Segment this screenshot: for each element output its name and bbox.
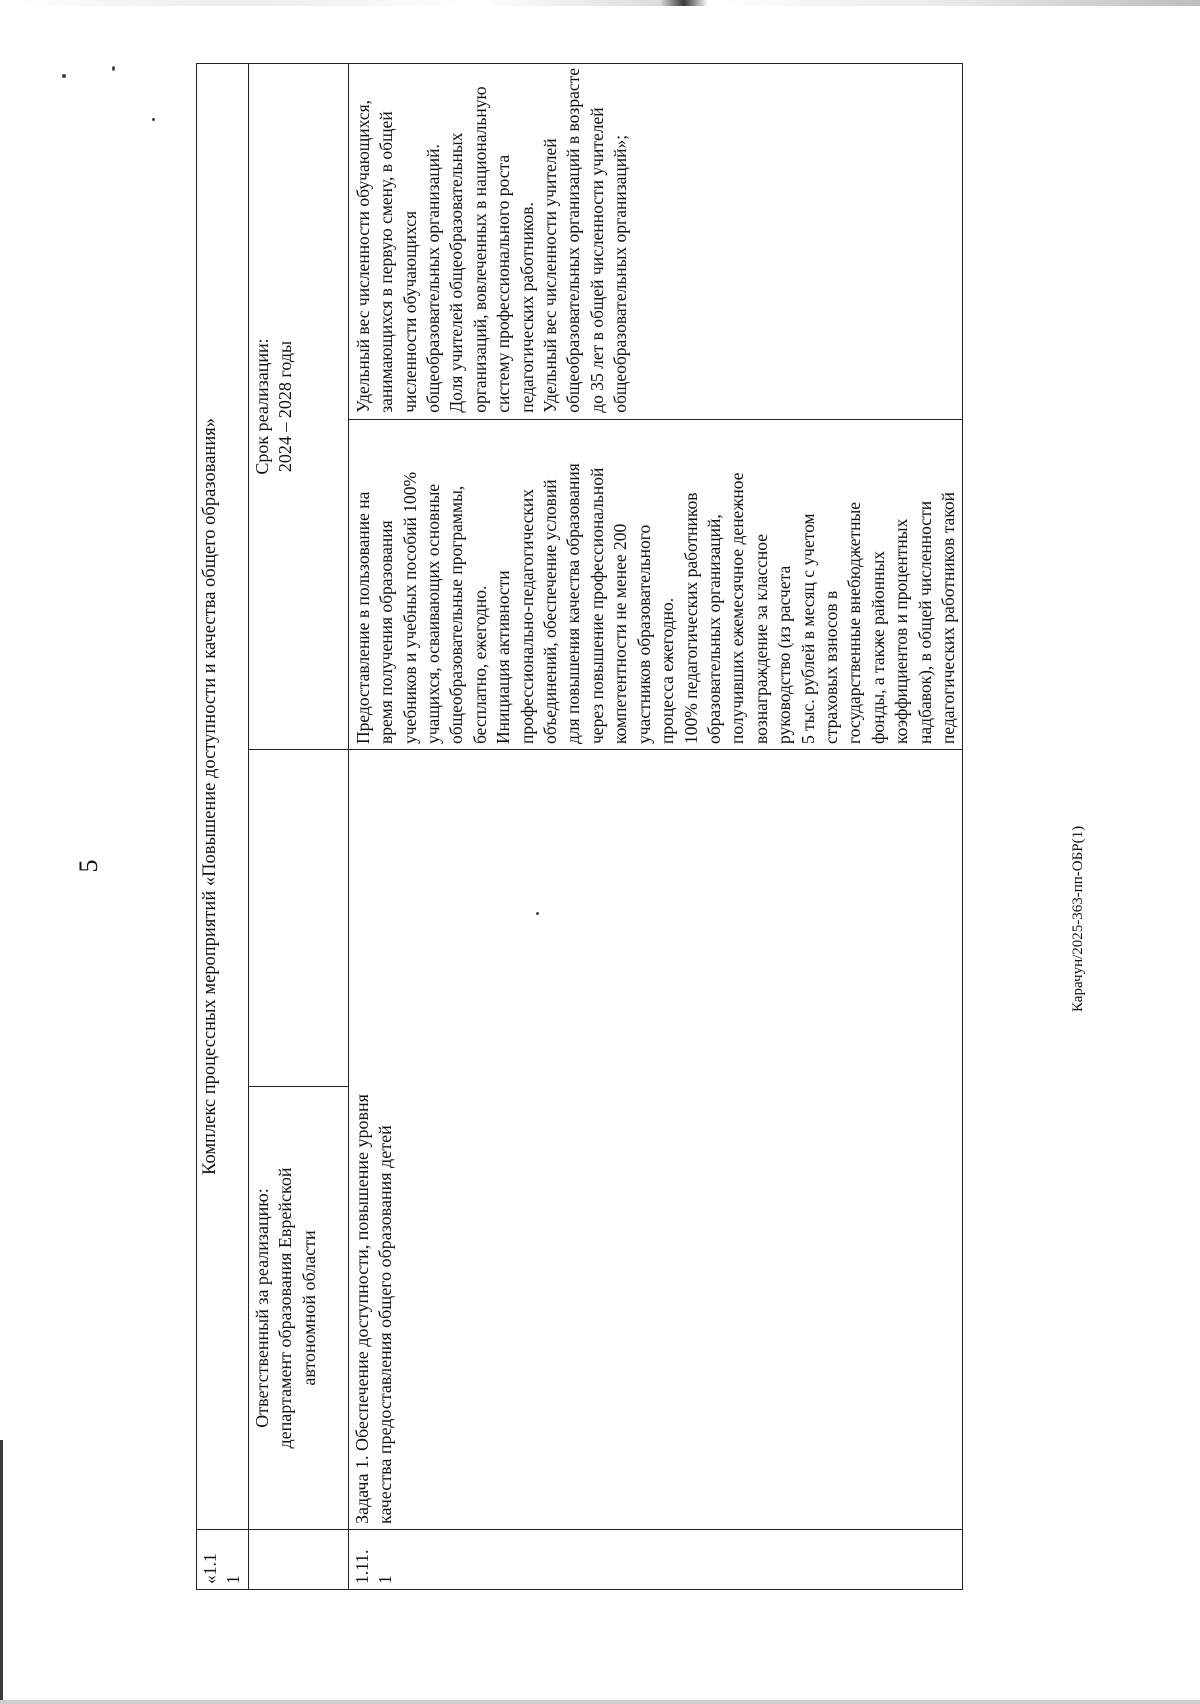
scan-edge-top <box>0 0 1200 6</box>
results-line: 5 тыс. рублей в месяц с учетом <box>797 513 818 744</box>
term-cell <box>248 63 348 749</box>
task-row <box>348 63 963 1589</box>
results-line: вознаграждение за классное <box>750 534 771 744</box>
indicator-line: численности обучающихся <box>399 211 420 413</box>
results-line: процесса ежегодно. <box>657 597 678 744</box>
responsible-line: департамент образования Еврейской <box>275 1167 296 1449</box>
scan-speck <box>152 118 155 121</box>
empty-header-cell <box>248 750 348 1087</box>
results-line: компетентности не менее 200 <box>610 523 631 744</box>
results-line: учебников и учебных пособий 100% <box>399 471 420 744</box>
program-table <box>196 63 963 1590</box>
results-line: надбавок), в общей численности <box>914 500 935 744</box>
responsible-line: Ответственный за реализацию: <box>251 1188 272 1428</box>
results-line: время получения образования <box>376 520 397 744</box>
task-line: качества предоставления общего образования детей <box>375 1125 396 1524</box>
results-line: руководство (из расчета <box>774 565 795 744</box>
results-cell <box>349 419 963 749</box>
scan-edge-bottom <box>0 1700 1200 1704</box>
results-line: образовательных организаций, <box>703 514 724 744</box>
header-row <box>248 63 348 1589</box>
results-line: педагогических работников такой <box>937 491 958 744</box>
results-line: Предоставление в пользование на <box>352 491 373 744</box>
indicator-line: до 35 лет в общей численности учителей <box>586 107 607 413</box>
indicator-line: организаций, вовлеченных в национальную <box>469 86 490 413</box>
term-line: Срок реализации: <box>251 338 272 475</box>
results-line: коэффициентов и процентных <box>891 518 912 744</box>
section-title: Комплекс процессных мероприятий «Повышение доступности и качества общего образования» <box>197 63 249 1529</box>
indicator-line: Доля учителей общеобразовательных <box>446 132 467 413</box>
responsible-line: автономной области <box>298 1230 319 1386</box>
results-line: общеобразовательные программы, <box>446 485 467 744</box>
term-line: 2024 – 2028 годы <box>275 340 296 473</box>
results-line: Инициация активности <box>493 570 514 744</box>
task-cell <box>348 750 963 1530</box>
indicators-cell <box>349 64 963 419</box>
empty-number-cell <box>248 1530 348 1590</box>
page-number: 5 <box>74 859 103 873</box>
indicator-line: общеобразовательных организаций в возрасте <box>563 67 584 413</box>
section-number: 1 <box>223 1575 244 1584</box>
section-number: «1.1 <box>200 1553 220 1584</box>
indicator-line: занимающихся в первую смену, в общей <box>376 111 397 413</box>
indicator-line: общеобразовательных организаций»; <box>610 134 631 413</box>
results-line: государственные внебюджетные <box>844 501 865 744</box>
rotated-page <box>196 64 1076 1590</box>
row-number-cell <box>348 1530 963 1590</box>
task-line: Задача 1. Обеспечение доступности, повышение уровня <box>351 1094 372 1524</box>
results-line: 100% педагогических работников <box>680 492 701 744</box>
indicator-line: педагогических работников. <box>516 202 537 413</box>
results-line: бесплатно, ежегодно. <box>469 585 490 744</box>
indicator-line: общеобразовательных организаций. <box>423 144 444 413</box>
indicator-line: систему профессионального роста <box>493 154 514 413</box>
scan-speck <box>62 74 66 78</box>
section-number-cell <box>197 1530 249 1590</box>
scan-speck <box>112 66 115 71</box>
results-line: получивших ежемесячное денежное <box>727 472 748 744</box>
row-number: 1 <box>375 1575 396 1584</box>
results-line: страховых взносов в <box>820 590 841 744</box>
results-line: для повышения качества образования <box>563 463 584 744</box>
indicator-line: Удельный вес численности обучающихся, <box>352 99 373 413</box>
row-number: 1.11. <box>351 1549 372 1584</box>
results-line: объединений, обеспечение условий <box>540 479 561 744</box>
results-line: через повышение профессиональной <box>586 467 607 744</box>
scan-edge-left <box>0 1440 3 1704</box>
document-code: Карачун/2025-363-пп-ОБР(1) <box>1070 825 1086 1012</box>
results-line: учащихся, осваивающих основные <box>423 483 444 744</box>
section-title-row <box>197 63 249 1589</box>
results-line: профессионально-педагогических <box>516 489 537 744</box>
results-line: фонды, а также районных <box>867 550 888 744</box>
results-indicators-cell <box>348 63 963 749</box>
indicator-line: Удельный вес численности учителей <box>540 138 561 413</box>
responsible-cell <box>248 1087 348 1530</box>
results-line: участников образовательного <box>633 524 654 744</box>
